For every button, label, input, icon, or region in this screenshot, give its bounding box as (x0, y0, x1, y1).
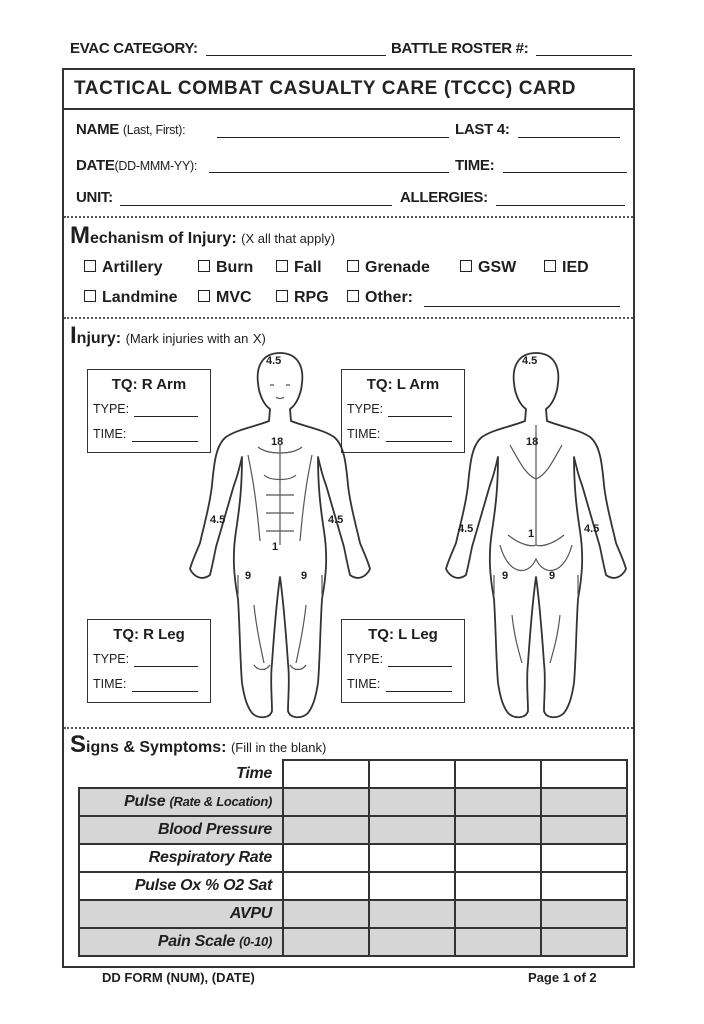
section-divider (64, 216, 633, 218)
table-row (79, 900, 627, 928)
evac-category-field[interactable] (206, 55, 386, 56)
table-row (79, 788, 627, 816)
mechanism-heading: Mechanism of Injury: (X all that apply) (70, 222, 336, 249)
tq-time-field[interactable] (386, 441, 452, 442)
checkbox-ied[interactable]: IED (544, 259, 589, 277)
date-field[interactable] (209, 172, 449, 173)
percent-arm-back-left: 4.5 (458, 523, 474, 535)
tq-left-arm-box (341, 369, 465, 453)
percent-buttocks: 1 (528, 528, 535, 540)
percent-left-arm: 4.5 (328, 514, 344, 526)
allergies-field[interactable] (496, 205, 625, 206)
tq-type-label: TYPE: (347, 652, 384, 666)
section-divider (64, 317, 633, 319)
vital-cell[interactable] (455, 900, 541, 928)
percent-groin: 1 (272, 541, 279, 553)
row-label-avpu: AVPU (79, 900, 283, 928)
checkbox-rpg[interactable]: RPG (276, 289, 329, 307)
tq-time-label: TIME: (347, 427, 381, 441)
vital-cell[interactable] (455, 816, 541, 844)
percent-leg-back-left: 9 (502, 570, 509, 582)
table-row (79, 872, 627, 900)
vital-cell[interactable] (369, 816, 455, 844)
tq-time-field[interactable] (132, 441, 198, 442)
signs-heading: Signs & Symptoms: (Fill in the blank) (70, 731, 327, 758)
vital-cell[interactable] (541, 788, 627, 816)
vital-cell[interactable] (541, 844, 627, 872)
vital-cell[interactable] (369, 900, 455, 928)
checkbox-grenade[interactable]: Grenade (347, 259, 430, 277)
checkbox-burn[interactable]: Burn (198, 259, 253, 277)
tq-type-field[interactable] (134, 416, 198, 417)
vitals-table (78, 759, 628, 957)
vital-cell[interactable] (455, 788, 541, 816)
percent-left-leg-front: 9 (301, 570, 308, 582)
row-label-respiratory-rate: Respiratory Rate (79, 844, 283, 872)
tq-type-field[interactable] (388, 416, 452, 417)
date-label: DATE(DD-MMM-YY): (76, 157, 198, 174)
tq-time-label: TIME: (347, 677, 381, 691)
vital-cell[interactable] (369, 844, 455, 872)
checkbox-mvc[interactable]: MVC (198, 289, 252, 307)
checkbox-landmine[interactable]: Landmine (84, 289, 178, 307)
percent-right-leg-front: 9 (245, 570, 252, 582)
vital-cell[interactable] (283, 816, 369, 844)
vital-cell[interactable] (455, 760, 541, 788)
table-row (79, 844, 627, 872)
tq-title: TQ: R Leg (113, 626, 185, 643)
last4-field[interactable] (518, 137, 620, 138)
percent-arm-back-right: 4.5 (584, 523, 600, 535)
row-label-pulse-ox: Pulse Ox % O2 Sat (79, 872, 283, 900)
percent-torso-front: 18 (271, 436, 284, 448)
vital-cell[interactable] (455, 844, 541, 872)
tq-time-field[interactable] (386, 691, 452, 692)
time-field[interactable] (503, 172, 627, 173)
name-label: NAME (Last, First): (76, 121, 186, 138)
vital-cell[interactable] (541, 872, 627, 900)
vital-cell[interactable] (283, 844, 369, 872)
percent-head-back: 4.5 (522, 355, 538, 367)
checkbox-artillery[interactable]: Artillery (84, 259, 162, 277)
percent-torso-back: 18 (526, 436, 539, 448)
tq-right-leg-box (87, 619, 211, 703)
percent-leg-back-right: 9 (549, 570, 556, 582)
evac-category-label: EVAC CATEGORY: (70, 40, 198, 57)
form-number: DD FORM (NUM), (DATE) (102, 970, 255, 985)
vital-cell[interactable] (283, 900, 369, 928)
tq-type-label: TYPE: (347, 402, 384, 416)
vital-cell[interactable] (283, 760, 369, 788)
tq-type-label: TYPE: (93, 652, 130, 666)
tq-time-field[interactable] (132, 691, 198, 692)
tq-type-label: TYPE: (93, 402, 130, 416)
unit-field[interactable] (120, 205, 392, 206)
last4-label: LAST 4: (455, 121, 510, 138)
table-row (79, 760, 627, 788)
injury-heading: Injury: (Mark injuries with an X) (70, 322, 266, 349)
other-field[interactable] (424, 306, 620, 307)
vital-cell[interactable] (541, 928, 627, 956)
vital-cell[interactable] (283, 872, 369, 900)
row-label-time: Time (79, 760, 283, 788)
checkbox-other[interactable]: Other: (347, 289, 413, 307)
vital-cell[interactable] (369, 872, 455, 900)
percent-right-arm: 4.5 (210, 514, 226, 526)
tq-time-label: TIME: (93, 677, 127, 691)
vital-cell[interactable] (455, 928, 541, 956)
row-label-pulse: Pulse (Rate & Location) (79, 788, 283, 816)
vital-cell[interactable] (369, 928, 455, 956)
tq-title: TQ: L Arm (366, 376, 440, 393)
table-row (79, 816, 627, 844)
row-label-blood-pressure: Blood Pressure (79, 816, 283, 844)
vital-cell[interactable] (369, 788, 455, 816)
card-title: TACTICAL COMBAT CASUALTY CARE (TCCC) CARD (74, 78, 577, 99)
tq-title: TQ: L Leg (368, 626, 438, 643)
name-field[interactable] (217, 137, 449, 138)
section-divider (64, 727, 633, 729)
vital-cell[interactable] (541, 900, 627, 928)
vital-cell[interactable] (283, 788, 369, 816)
vital-cell[interactable] (455, 872, 541, 900)
page-number: Page 1 of 2 (528, 970, 597, 985)
time-label: TIME: (455, 157, 495, 174)
vital-cell[interactable] (283, 928, 369, 956)
tq-time-label: TIME: (93, 427, 127, 441)
percent-head-front: 4.5 (266, 355, 282, 367)
battle-roster-field[interactable] (536, 55, 632, 56)
vital-cell[interactable] (541, 760, 627, 788)
vital-cell[interactable] (369, 760, 455, 788)
tq-left-leg-box (341, 619, 465, 703)
back-body-diagram[interactable] (436, 345, 636, 725)
row-label-pain-scale: Pain Scale (0-10) (79, 928, 283, 956)
vital-cell[interactable] (541, 816, 627, 844)
tq-type-field[interactable] (134, 666, 198, 667)
tq-title: TQ: R Arm (111, 376, 187, 393)
unit-label: UNIT: (76, 189, 113, 206)
table-row (79, 928, 627, 956)
checkbox-gsw[interactable]: GSW (460, 259, 516, 277)
tq-right-arm-box (87, 369, 211, 453)
battle-roster-label: BATTLE ROSTER #: (391, 40, 529, 57)
tq-type-field[interactable] (388, 666, 452, 667)
checkbox-fall[interactable]: Fall (276, 259, 322, 277)
allergies-label: ALLERGIES: (400, 189, 488, 206)
